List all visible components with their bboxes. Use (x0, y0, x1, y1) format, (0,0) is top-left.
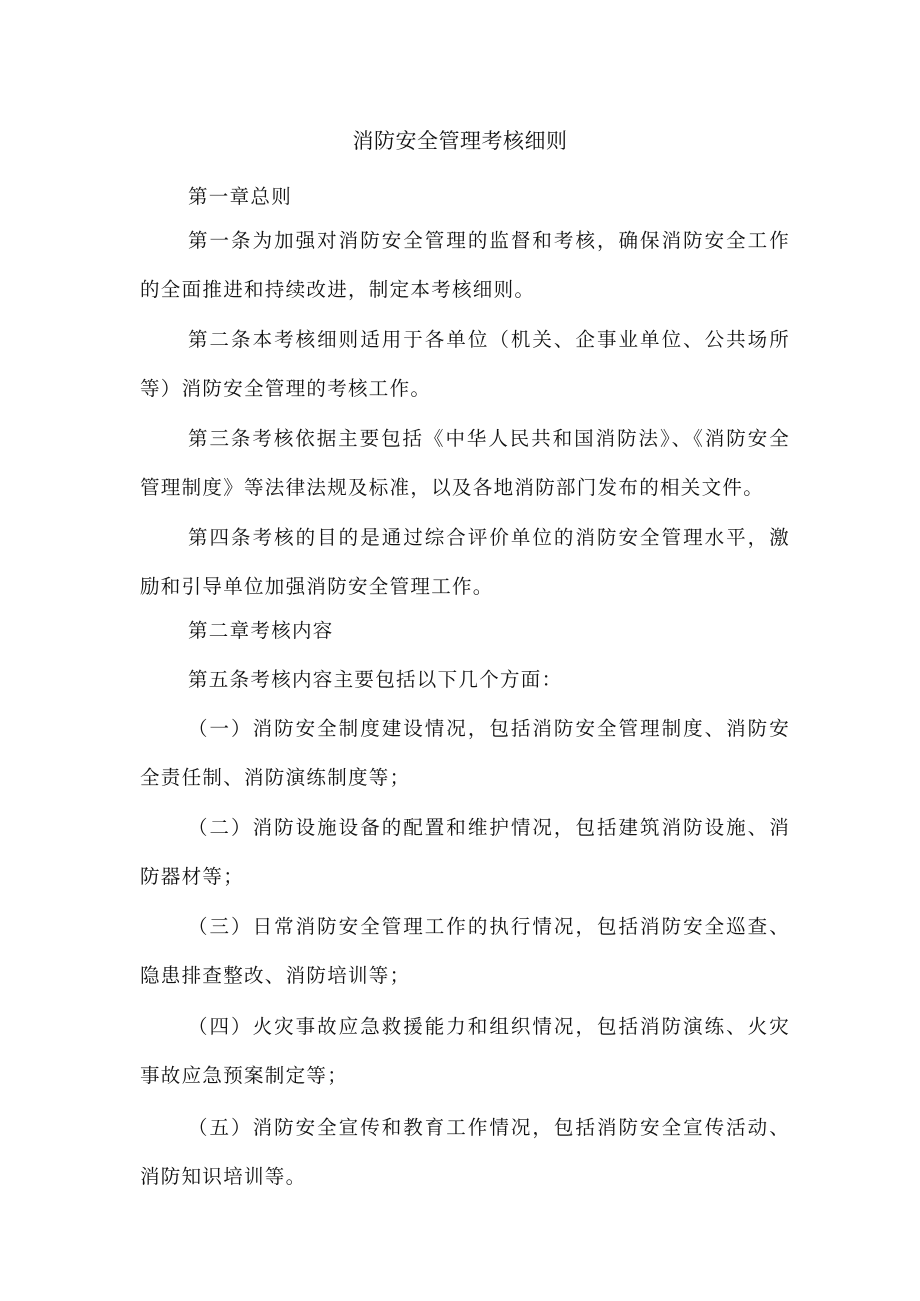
chapter-1-heading: 第一章总则 (188, 185, 293, 208)
article-5-item-5: （五）消防安全宣传和教育工作情况，包括消防安全宣传活动、消防知识培训等。 (140, 1116, 790, 1188)
article-5-item-2: （二）消防设施设备的配置和维护情况，包括建筑消防设施、消防器材等； (140, 816, 790, 888)
article-3: 第三条考核依据主要包括《中华人民共和国消防法》、《消防安全管理制度》等法律法规及标准，以及各地消防部门发布的相关文件。 (140, 427, 790, 499)
article-4: 第四条考核的目的是通过综合评价单位的消防安全管理水平，激励和引导单位加强消防安全管理工作。 (140, 526, 790, 598)
article-5-item-1: （一）消防安全制度建设情况，包括消防安全管理制度、消防安全责任制、消防演练制度等； (140, 717, 790, 789)
article-5-item-3: （三）日常消防安全管理工作的执行情况，包括消防安全巡查、隐患排查整改、消防培训等； (140, 915, 790, 987)
article-5: 第五条考核内容主要包括以下几个方面： (188, 668, 563, 691)
article-1: 第一条为加强对消防安全管理的监督和考核，确保消防安全工作的全面推进和持续改进，制定本考核细则。 (140, 229, 790, 301)
document-title: 消防安全管理考核细则 (352, 129, 568, 153)
article-2: 第二条本考核细则适用于各单位（机关、企事业单位、公共场所等）消防安全管理的考核工作。 (140, 328, 790, 400)
chapter-2-heading: 第二章考核内容 (188, 619, 334, 642)
article-5-item-4: （四）火灾事故应急救援能力和组织情况，包括消防演练、火灾事故应急预案制定等； (140, 1015, 790, 1087)
